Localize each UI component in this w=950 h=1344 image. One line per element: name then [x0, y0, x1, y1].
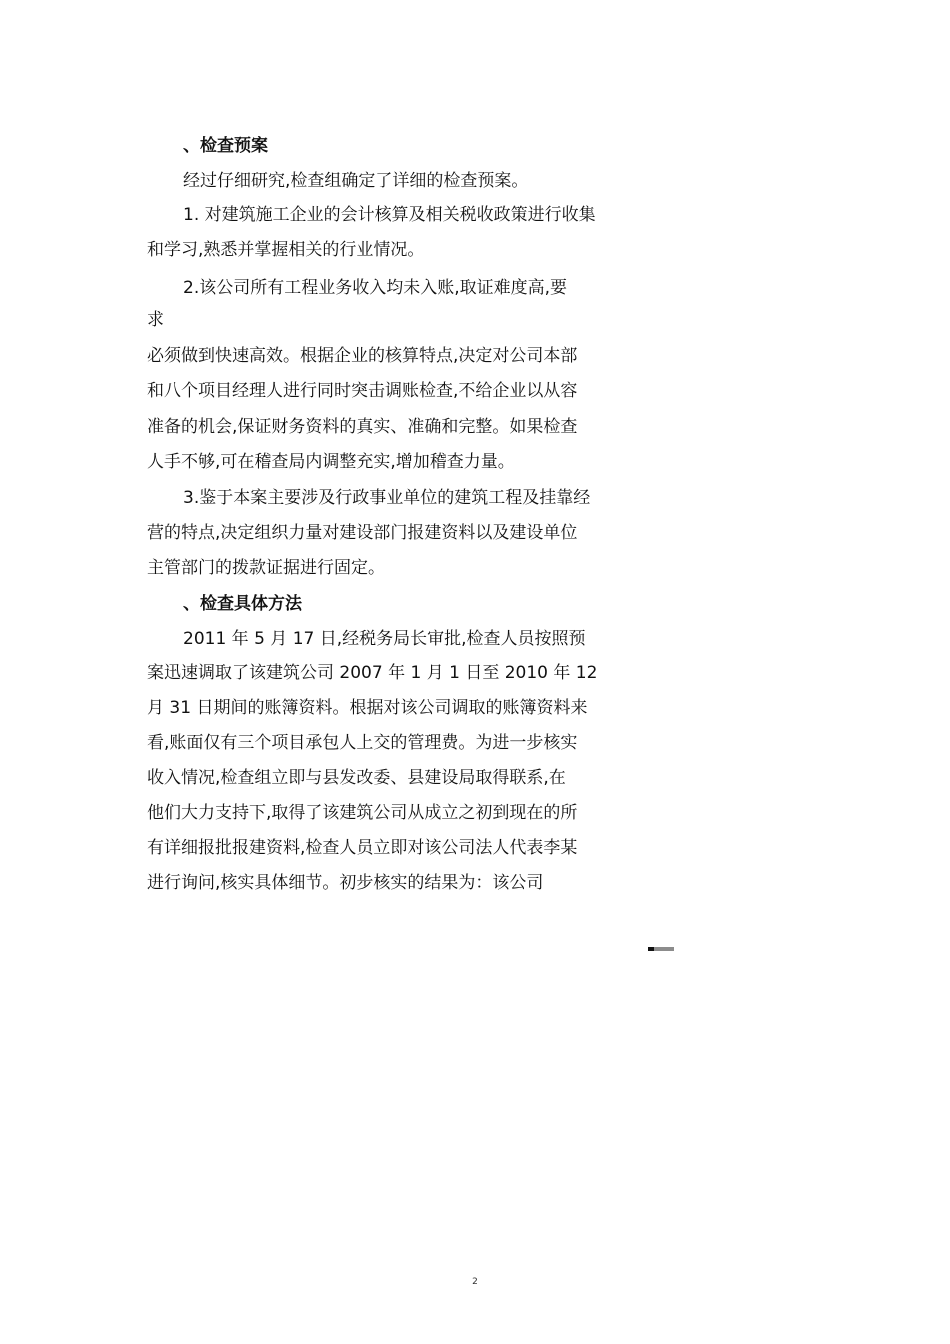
paragraph-line: 案迅速调取了该建筑公司 2007 年 1 月 1 日至 2010 年 12 [147, 663, 598, 683]
paragraph-line: 看,账面仅有三个项目承包人上交的管理费。为进一步核实 [147, 733, 578, 753]
paragraph-line: 有详细报批报建资料,检查人员立即对该公司法人代表李某 [147, 838, 578, 858]
paragraph-line: 营的特点,决定组织力量对建设部门报建资料以及建设单位 [147, 523, 578, 543]
decorative-bar-grey-segment [654, 947, 674, 951]
section-heading-inspection-methods: 、检查具体方法 [183, 594, 302, 614]
paragraph-line: 和八个项目经理人进行同时突击调账检查,不给企业以从容 [147, 381, 578, 401]
decorative-bar [648, 947, 674, 951]
paragraph-line: 2.该公司所有工程业务收入均未入账,取证难度高,要 [183, 278, 568, 298]
paragraph-line: 准备的机会,保证财务资料的真实、准确和完整。如果检查 [147, 417, 578, 437]
paragraph-line: 和学习,熟悉并掌握相关的行业情况。 [147, 240, 425, 260]
page-number: 2 [472, 1277, 478, 1287]
paragraph-line: 他们大力支持下,取得了该建筑公司从成立之初到现在的所 [147, 803, 578, 823]
paragraph-line: 主管部门的拨款证据进行固定。 [147, 558, 385, 578]
paragraph-line: 2011 年 5 月 17 日,经税务局长审批,检查人员按照预 [183, 629, 586, 649]
paragraph-line: 收入情况,检查组立即与县发改委、县建设局取得联系,在 [147, 768, 566, 788]
paragraph-line: 人手不够,可在稽查局内调整充实,增加稽查力量。 [147, 452, 515, 472]
paragraph-line: 求 [147, 310, 164, 330]
paragraph-line: 1. 对建筑施工企业的会计核算及相关税收政策进行收集 [183, 205, 596, 225]
paragraph-line: 进行询问,核实具体细节。初步核实的结果为：该公司 [147, 873, 544, 893]
paragraph-line: 必须做到快速高效。根据企业的核算特点,决定对公司本部 [147, 346, 578, 366]
paragraph-line: 月 31 日期间的账簿资料。根据对该公司调取的账簿资料来 [147, 698, 588, 718]
paragraph-line: 3.鉴于本案主要涉及行政事业单位的建筑工程及挂靠经 [183, 488, 591, 508]
section-heading-inspection-plan: 、检查预案 [183, 136, 268, 156]
paragraph-line: 经过仔细研究,检查组确定了详细的检查预案。 [183, 171, 529, 191]
